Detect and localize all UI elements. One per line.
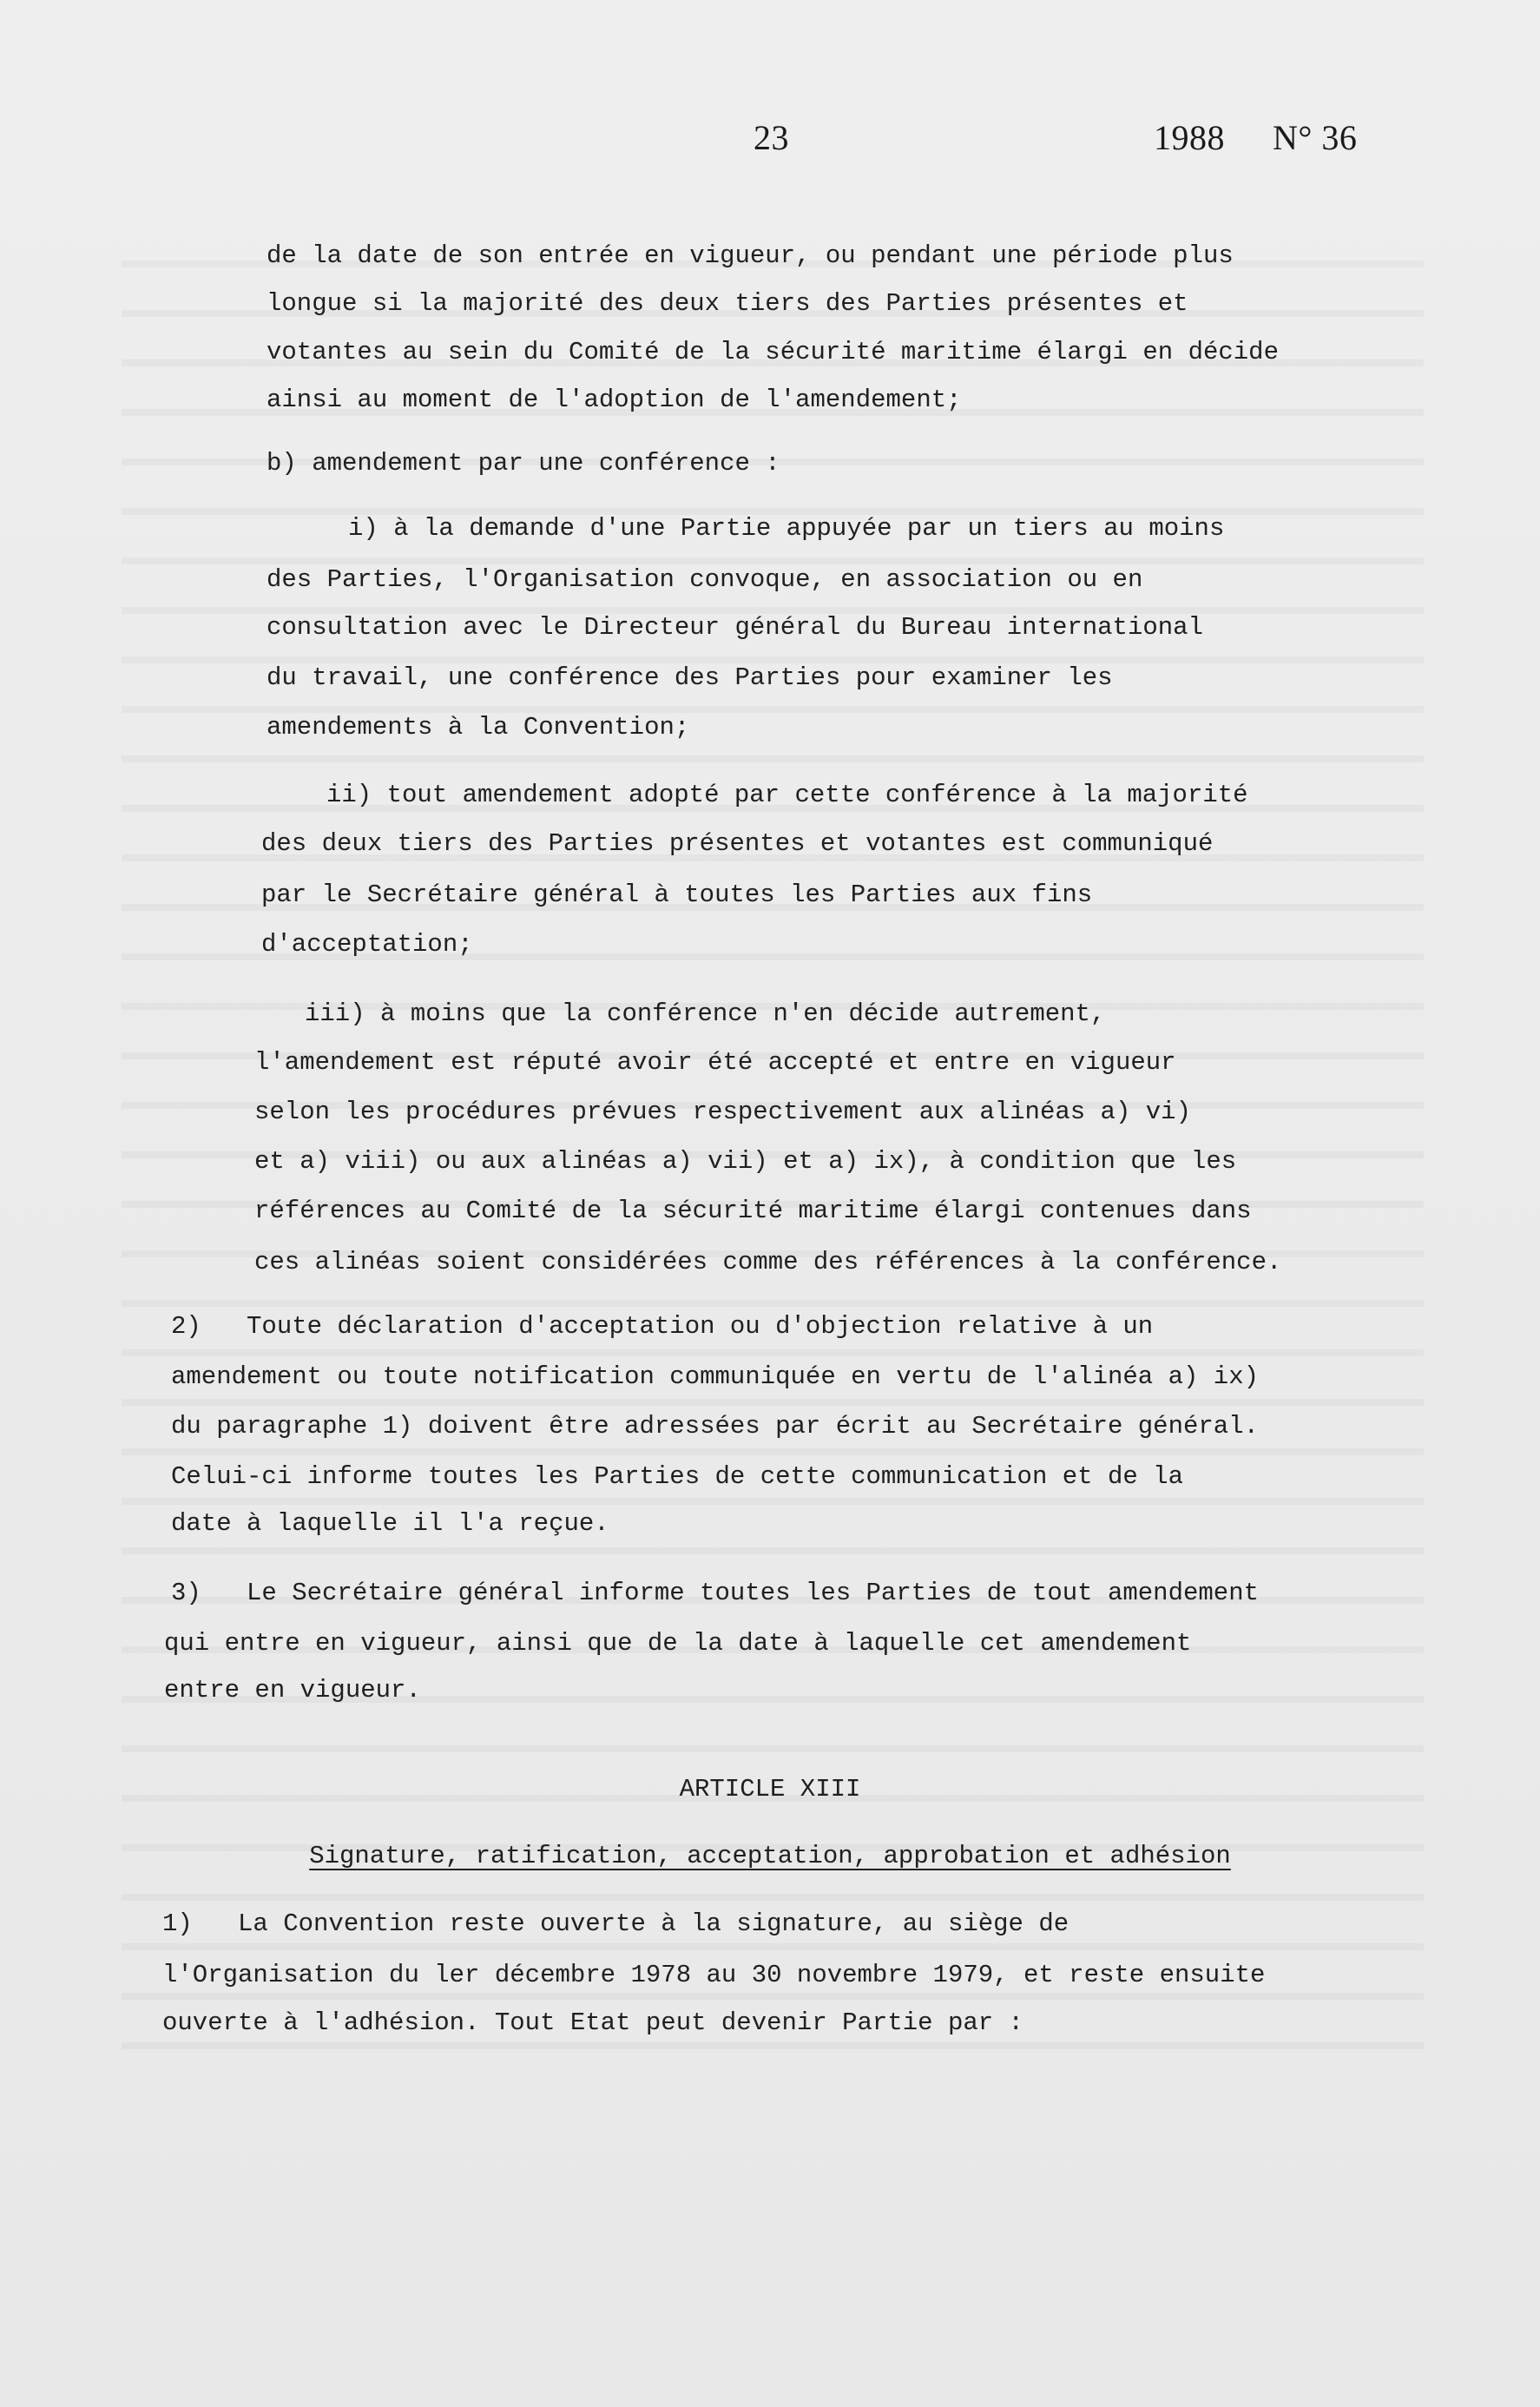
text-line: b) amendement par une conférence :	[267, 449, 780, 478]
issue-number: N° 36	[1273, 118, 1358, 157]
text-line: de la date de son entrée en vigueur, ou pendant une période plus	[267, 241, 1234, 270]
article-heading: ARTICLE XIII	[679, 1775, 861, 1804]
year: 1988	[1154, 118, 1225, 157]
text-line: 2) Toute déclaration d'acceptation ou d'objection relative à un	[171, 1312, 1154, 1341]
text-line: selon les procédures prévues respectivement aux alinéas a) vi)	[254, 1098, 1191, 1126]
text-line: ouverte à l'adhésion. Tout Etat peut devenir Partie par :	[162, 2008, 1023, 2037]
text-line: ces alinéas soient considérées comme des références à la conférence.	[254, 1248, 1282, 1276]
text-line: iii) à moins que la conférence n'en décide autrement,	[305, 999, 1106, 1028]
text-line: amendements à la Convention;	[267, 713, 690, 742]
text-line: consultation avec le Directeur général du Bureau international	[267, 613, 1203, 642]
text-line: d'acceptation;	[261, 930, 473, 959]
text-line: ii) tout amendement adopté par cette conférence à la majorité	[326, 781, 1248, 809]
text-line: votantes au sein du Comité de la sécurité maritime élargi en décide	[267, 338, 1279, 366]
text-line: amendement ou toute notification communiquée en vertu de l'alinéa a) ix)	[171, 1362, 1260, 1391]
text-line: par le Secrétaire général à toutes les Parties aux fins	[261, 880, 1093, 909]
text-line: références au Comité de la sécurité maritime élargi contenues dans	[254, 1197, 1252, 1225]
text-line: 3) Le Secrétaire général informe toutes les Parties de tout amendement	[171, 1579, 1260, 1607]
text-line: du paragraphe 1) doivent être adressées par écrit au Secrétaire général.	[171, 1412, 1260, 1441]
text-line: ainsi au moment de l'adoption de l'amendement;	[267, 386, 962, 414]
text-line: qui entre en vigueur, ainsi que de la date à laquelle cet amendement	[164, 1629, 1192, 1658]
text-line: du travail, une conférence des Parties pour examiner les	[267, 663, 1113, 692]
text-line: date à laquelle il l'a reçue.	[171, 1509, 609, 1538]
article-title: Signature, ratification, acceptation, approbation et adhésion	[309, 1842, 1231, 1870]
text-line: l'Organisation du ler décembre 1978 au 30 novembre 1979, et reste ensuite	[162, 1961, 1266, 1989]
text-line: et a) viii) ou aux alinéas a) vii) et a) ix), à condition que les	[254, 1147, 1237, 1176]
text-line: longue si la majorité des deux tiers des Parties présentes et	[267, 289, 1188, 318]
text-line: l'amendement est réputé avoir été accepté et entre en vigueur	[254, 1048, 1176, 1077]
text-line: 1) La Convention reste ouverte à la signature, au siège de	[162, 1909, 1069, 1938]
text-line: i) à la demande d'une Partie appuyée par un tiers au moins	[348, 514, 1225, 543]
page-number: 23	[754, 118, 789, 157]
text-line: Celui-ci informe toutes les Parties de cette communication et de la	[171, 1462, 1183, 1491]
text-line: entre en vigueur.	[164, 1676, 421, 1705]
text-line: des deux tiers des Parties présentes et votantes est communiqué	[261, 829, 1214, 858]
text-line: des Parties, l'Organisation convoque, en association ou en	[267, 565, 1143, 594]
